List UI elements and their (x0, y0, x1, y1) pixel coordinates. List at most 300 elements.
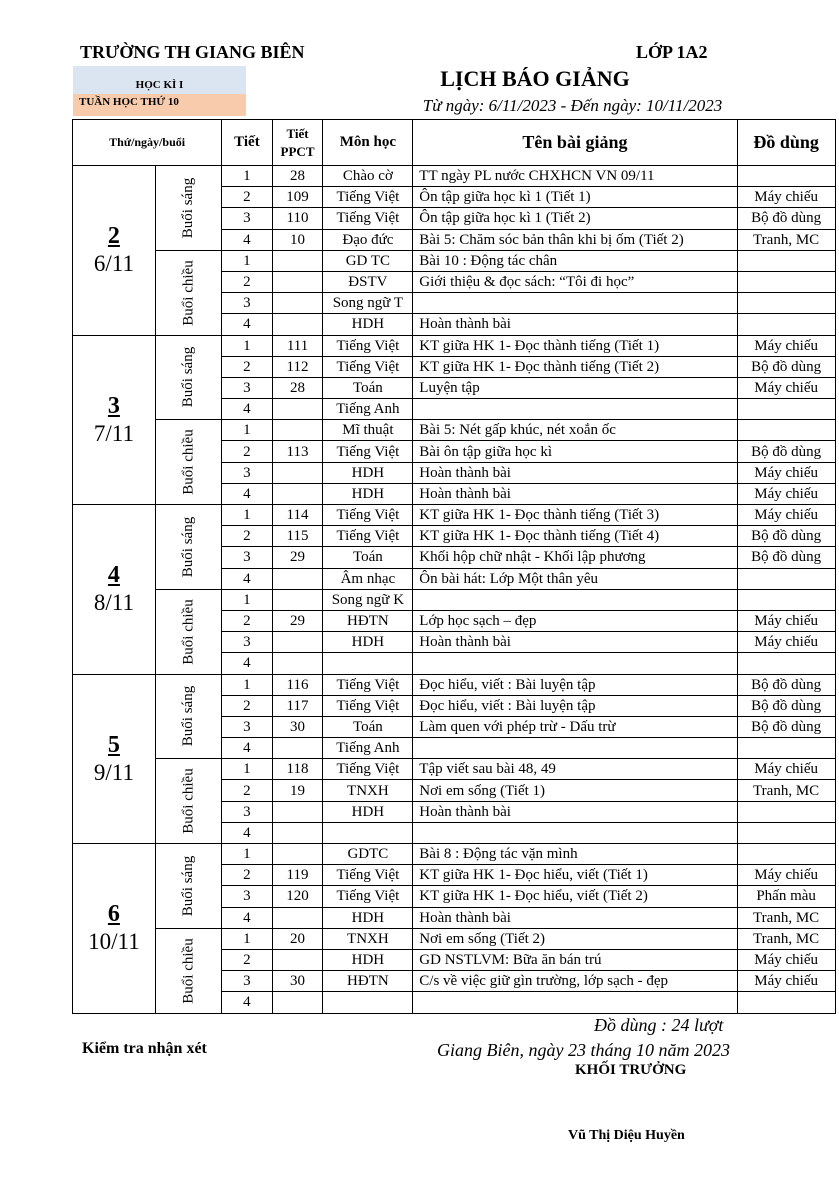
spacer-cell (835, 822, 839, 843)
ppct-cell (272, 399, 323, 420)
lesson-cell: KT giữa HK 1- Đọc thành tiếng (Tiết 3) (413, 505, 737, 526)
spacer-cell (835, 716, 839, 737)
equipment-cell (737, 399, 835, 420)
period-cell: 1 (222, 928, 272, 949)
period-cell: 4 (222, 907, 272, 928)
ppct-cell: 115 (272, 526, 323, 547)
subject-cell: Tiếng Việt (323, 505, 413, 526)
period-cell: 3 (222, 632, 272, 653)
subject-cell: Tiếng Việt (323, 441, 413, 462)
ppct-cell: 114 (272, 505, 323, 526)
lesson-cell: Hoàn thành bài (413, 483, 737, 504)
spacer-cell (835, 759, 839, 780)
table-row (73, 928, 839, 949)
equipment-cell: Máy chiếu (737, 462, 835, 483)
lesson-cell: Bài 10 : Động tác chân (413, 250, 737, 271)
spacer-cell (835, 632, 839, 653)
ppct-cell: 29 (272, 610, 323, 631)
spacer-cell (835, 695, 839, 716)
spacer-cell (835, 356, 839, 377)
lesson-cell: KT giữa HK 1- Đọc hiểu, viết (Tiết 2) (413, 886, 737, 907)
lesson-cell: TT ngày PL nước CHXHCN VN 09/11 (413, 166, 737, 187)
ppct-cell (272, 632, 323, 653)
spacer-cell (835, 377, 839, 398)
subject-cell: Âm nhạc (323, 568, 413, 589)
period-cell: 2 (222, 610, 272, 631)
header-mon: Môn học (323, 120, 413, 166)
equipment-cell (737, 166, 835, 187)
lesson-cell: Luyện tập (413, 377, 737, 398)
day-cell (73, 674, 156, 844)
schedule-table (72, 119, 839, 1014)
lesson-cell: Đọc hiểu, viết : Bài luyện tập (413, 674, 737, 695)
period-cell: 3 (222, 547, 272, 568)
spacer-cell (835, 928, 839, 949)
equipment-cell: Phấn màu (737, 886, 835, 907)
ppct-cell (272, 293, 323, 314)
lesson-cell: KT giữa HK 1- Đọc thành tiếng (Tiết 1) (413, 335, 737, 356)
spacer-cell (835, 505, 839, 526)
header-ppct-line2: PPCT (280, 143, 315, 159)
session-cell (155, 250, 221, 335)
period-cell: 2 (222, 949, 272, 970)
subject-cell: Tiếng Anh (323, 399, 413, 420)
ppct-cell: 110 (272, 208, 323, 229)
ppct-cell: 116 (272, 674, 323, 695)
period-cell: 4 (222, 568, 272, 589)
lesson-cell: Bài ôn tập giữa học kì (413, 441, 737, 462)
lesson-cell: Ôn bài hát: Lớp Một thân yêu (413, 568, 737, 589)
subject-cell: GD TC (323, 250, 413, 271)
equipment-cell: Máy chiếu (737, 949, 835, 970)
lesson-cell: KT giữa HK 1- Đọc thành tiếng (Tiết 4) (413, 526, 737, 547)
equipment-cell: Máy chiếu (737, 865, 835, 886)
header-dodung: Đồ dùng (737, 120, 835, 166)
period-cell: 1 (222, 420, 272, 441)
period-cell: 2 (222, 356, 272, 377)
period-cell: 3 (222, 716, 272, 737)
session-cell (155, 335, 221, 420)
period-cell: 2 (222, 780, 272, 801)
spacer-cell (835, 526, 839, 547)
ppct-cell: 119 (272, 865, 323, 886)
ppct-cell: 112 (272, 356, 323, 377)
lesson-cell: Nơi em sống (Tiết 2) (413, 928, 737, 949)
period-cell: 3 (222, 377, 272, 398)
period-cell: 4 (222, 483, 272, 504)
table-row (73, 759, 839, 780)
ppct-cell (272, 483, 323, 504)
period-cell: 1 (222, 166, 272, 187)
session-cell (155, 505, 221, 590)
ppct-cell: 120 (272, 886, 323, 907)
subject-cell: HĐTN (323, 610, 413, 631)
page-title: LỊCH BÁO GIẢNG (440, 66, 630, 91)
period-cell: 4 (222, 399, 272, 420)
equipment-cell: Bộ đồ dùng (737, 526, 835, 547)
schedule-body (73, 166, 839, 1014)
signer-name: Vũ Thị Diệu Huyền (568, 1128, 685, 1143)
session-cell (155, 674, 221, 759)
spacer-cell (835, 865, 839, 886)
lesson-cell: Bài 8 : Động tác vặn mình (413, 844, 737, 865)
lesson-cell: Khối hộp chữ nhật - Khối lập phương (413, 547, 737, 568)
lesson-cell (413, 738, 737, 759)
signer-role: KHỐI TRƯỞNG (575, 1062, 687, 1078)
lesson-cell: KT giữa HK 1- Đọc thành tiếng (Tiết 2) (413, 356, 737, 377)
school-name: TRƯỜNG TH GIANG BIÊN (80, 42, 305, 62)
day-date: 10/11 (88, 929, 140, 955)
equipment-cell (737, 822, 835, 843)
spacer-cell (835, 441, 839, 462)
session-label: Buổi chiều (180, 768, 197, 834)
header-day: Thứ/ngày/buổi (73, 120, 222, 166)
session-cell (155, 928, 221, 1013)
equipment-cell: Bộ đồ dùng (737, 547, 835, 568)
subject-cell: Song ngữ K (323, 589, 413, 610)
period-cell: 3 (222, 801, 272, 822)
date-range: Từ ngày: 6/11/2023 - Đến ngày: 10/11/2023 (422, 96, 723, 115)
session-cell (155, 759, 221, 844)
header-bai: Tên bài giảng (413, 120, 737, 166)
ppct-cell (272, 420, 323, 441)
subject-cell: HDH (323, 801, 413, 822)
period-cell: 4 (222, 738, 272, 759)
lesson-cell: Giới thiệu & đọc sách: “Tôi đi học” (413, 271, 737, 292)
ppct-cell: 20 (272, 928, 323, 949)
subject-cell: HĐTN (323, 971, 413, 992)
lesson-cell: Bài 5: Chăm sóc bản thân khi bị ốm (Tiết 2) (413, 229, 737, 250)
ppct-cell: 29 (272, 547, 323, 568)
week-label: TUẦN HỌC THỨ 10 (73, 94, 246, 116)
table-row (73, 589, 839, 610)
ppct-cell: 30 (272, 971, 323, 992)
spacer-cell (835, 907, 839, 928)
equipment-cell: Máy chiếu (737, 505, 835, 526)
equipment-cell (737, 250, 835, 271)
subject-cell: Tiếng Việt (323, 695, 413, 716)
period-cell: 2 (222, 526, 272, 547)
subject-cell: Tiếng Việt (323, 208, 413, 229)
equipment-cell (737, 844, 835, 865)
equipment-cell (737, 801, 835, 822)
lesson-cell: C/s về việc giữ gìn trường, lớp sạch - đẹp (413, 971, 737, 992)
period-cell: 2 (222, 865, 272, 886)
subject-cell: HDH (323, 632, 413, 653)
equipment-cell: Bộ đồ dùng (737, 356, 835, 377)
table-header-row (73, 120, 839, 166)
period-cell: 2 (222, 271, 272, 292)
session-label: Buổi sáng (180, 855, 197, 917)
session-label: Buổi chiều (180, 598, 197, 665)
spacer-cell (835, 971, 839, 992)
period-cell: 2 (222, 441, 272, 462)
period-cell: 4 (222, 229, 272, 250)
lesson-cell: Bài 5: Nét gấp khúc, nét xoắn ốc (413, 420, 737, 441)
equipment-cell (737, 992, 835, 1013)
ppct-cell (272, 462, 323, 483)
lesson-cell: Đọc hiểu, viết : Bài luyện tập (413, 695, 737, 716)
equipment-cell: Tranh, MC (737, 229, 835, 250)
spacer-cell (835, 738, 839, 759)
equipment-cell: Tranh, MC (737, 780, 835, 801)
equipment-cell: Máy chiếu (737, 632, 835, 653)
ppct-cell: 10 (272, 229, 323, 250)
lesson-cell: Hoàn thành bài (413, 907, 737, 928)
day-date: 7/11 (93, 420, 134, 446)
table-row (73, 335, 839, 356)
period-cell: 3 (222, 971, 272, 992)
equipment-cell: Tranh, MC (737, 928, 835, 949)
spacer-cell (835, 250, 839, 271)
day-date: 9/11 (93, 759, 134, 785)
spacer-cell (835, 886, 839, 907)
ppct-cell: 28 (272, 377, 323, 398)
spacer-cell (835, 187, 839, 208)
subject-cell: Song ngữ T (323, 293, 413, 314)
subject-cell: Chào cờ (323, 166, 413, 187)
lesson-cell: Làm quen với phép trừ - Dấu trừ (413, 716, 737, 737)
spacer-cell (835, 293, 839, 314)
ppct-cell (272, 738, 323, 759)
lesson-cell: Ôn tập giữa học kì 1 (Tiết 1) (413, 187, 737, 208)
review-label: Kiểm tra nhận xét (82, 1040, 207, 1057)
day-number: 2 (107, 223, 120, 250)
session-cell (155, 844, 221, 929)
spacer-cell (835, 462, 839, 483)
subject-cell: Tiếng Việt (323, 187, 413, 208)
lesson-cell: Hoàn thành bài (413, 314, 737, 335)
ppct-cell (272, 589, 323, 610)
session-label: Buổi sáng (180, 177, 197, 239)
session-label: Buổi chiều (180, 429, 197, 495)
spacer-cell (835, 949, 839, 970)
ppct-cell (272, 801, 323, 822)
period-cell: 4 (222, 653, 272, 674)
lesson-cell (413, 399, 737, 420)
subject-cell: Tiếng Việt (323, 865, 413, 886)
ppct-cell (272, 250, 323, 271)
day-number: 4 (107, 562, 120, 589)
ppct-cell (272, 822, 323, 843)
equipment-cell (737, 314, 835, 335)
equipment-cell (737, 589, 835, 610)
lesson-cell: Hoàn thành bài (413, 632, 737, 653)
table-row (73, 674, 839, 695)
table-row (73, 844, 839, 865)
ppct-cell (272, 949, 323, 970)
ppct-cell: 113 (272, 441, 323, 462)
equipment-cell: Bộ đồ dùng (737, 716, 835, 737)
spacer-cell (835, 653, 839, 674)
session-label: Buổi chiều (180, 937, 197, 1004)
lesson-cell (413, 653, 737, 674)
ppct-cell (272, 907, 323, 928)
period-cell: 4 (222, 314, 272, 335)
subject-cell: HDH (323, 949, 413, 970)
subject-cell: Toán (323, 716, 413, 737)
ppct-cell: 30 (272, 716, 323, 737)
subject-cell: Tiếng Anh (323, 738, 413, 759)
ppct-cell (272, 992, 323, 1013)
equipment-cell: Máy chiếu (737, 971, 835, 992)
ppct-cell (272, 271, 323, 292)
spacer-cell (835, 780, 839, 801)
equipment-cell: Tranh, MC (737, 907, 835, 928)
subject-cell: Tiếng Việt (323, 759, 413, 780)
header-spacer (835, 120, 839, 166)
equipment-cell: Bộ đồ dùng (737, 695, 835, 716)
spacer-cell (835, 166, 839, 187)
subject-cell: TNXH (323, 780, 413, 801)
term-box (73, 66, 246, 116)
equipment-cell (737, 293, 835, 314)
lesson-cell: Lớp học sạch – đẹp (413, 610, 737, 631)
day-number: 6 (107, 901, 120, 928)
session-label: Buổi chiều (180, 259, 197, 326)
ppct-cell: 118 (272, 759, 323, 780)
spacer-cell (835, 610, 839, 631)
table-row (73, 505, 839, 526)
equipment-cell: Máy chiếu (737, 759, 835, 780)
spacer-cell (835, 992, 839, 1013)
period-cell: 1 (222, 589, 272, 610)
subject-cell: Toán (323, 547, 413, 568)
table-row (73, 420, 839, 441)
equipment-cell (737, 420, 835, 441)
subject-cell: GDTC (323, 844, 413, 865)
period-cell: 4 (222, 992, 272, 1013)
subject-cell: HDH (323, 462, 413, 483)
day-date: 8/11 (93, 590, 134, 616)
equipment-cell: Máy chiếu (737, 610, 835, 631)
period-cell: 3 (222, 462, 272, 483)
period-cell: 2 (222, 695, 272, 716)
subject-cell (323, 653, 413, 674)
ppct-cell (272, 568, 323, 589)
subject-cell: Tiếng Việt (323, 886, 413, 907)
subject-cell: Mĩ thuật (323, 420, 413, 441)
term-label: HỌC KÌ I (73, 66, 246, 94)
spacer-cell (835, 314, 839, 335)
spacer-cell (835, 420, 839, 441)
subject-cell (323, 992, 413, 1013)
equipment-cell: Máy chiếu (737, 187, 835, 208)
spacer-cell (835, 208, 839, 229)
day-cell (73, 844, 156, 1014)
session-cell (155, 166, 221, 251)
subject-cell (323, 822, 413, 843)
subject-cell: ĐSTV (323, 271, 413, 292)
subject-cell: HDH (323, 314, 413, 335)
equipment-cell: Bộ đồ dùng (737, 674, 835, 695)
period-cell: 3 (222, 293, 272, 314)
subject-cell: HDH (323, 907, 413, 928)
header-tiet: Tiết (222, 120, 272, 166)
day-cell (73, 335, 156, 505)
equipment-cell (737, 738, 835, 759)
equipment-cell: Bộ đồ dùng (737, 208, 835, 229)
lesson-cell (413, 992, 737, 1013)
period-cell: 2 (222, 187, 272, 208)
period-cell: 3 (222, 208, 272, 229)
subject-cell: Toán (323, 377, 413, 398)
lesson-cell: Hoàn thành bài (413, 462, 737, 483)
day-number: 3 (107, 392, 120, 419)
table-row (73, 250, 839, 271)
equipment-total: Đồ dùng : 24 lượt (594, 1015, 724, 1035)
table-row (73, 166, 839, 187)
ppct-cell (272, 314, 323, 335)
lesson-cell (413, 589, 737, 610)
ppct-cell (272, 844, 323, 865)
equipment-cell (737, 653, 835, 674)
spacer-cell (835, 399, 839, 420)
equipment-cell: Máy chiếu (737, 335, 835, 356)
ppct-cell: 111 (272, 335, 323, 356)
day-number: 5 (107, 731, 120, 758)
lesson-cell: KT giữa HK 1- Đọc hiểu, viết (Tiết 1) (413, 865, 737, 886)
equipment-cell: Máy chiếu (737, 377, 835, 398)
period-cell: 4 (222, 822, 272, 843)
lesson-cell: GD NSTLVM: Bữa ăn bán trú (413, 949, 737, 970)
ppct-cell: 28 (272, 166, 323, 187)
ppct-cell: 109 (272, 187, 323, 208)
equipment-cell: Máy chiếu (737, 483, 835, 504)
session-cell (155, 420, 221, 505)
header-ppct-line1: Tiết (286, 125, 309, 141)
equipment-cell (737, 271, 835, 292)
class-name: LỚP 1A2 (636, 42, 708, 62)
lesson-cell: Nơi em sống (Tiết 1) (413, 780, 737, 801)
lesson-cell (413, 293, 737, 314)
ppct-cell: 19 (272, 780, 323, 801)
equipment-cell: Bộ đồ dùng (737, 441, 835, 462)
period-cell: 1 (222, 759, 272, 780)
equipment-cell (737, 568, 835, 589)
subject-cell: Đạo đức (323, 229, 413, 250)
period-cell: 1 (222, 844, 272, 865)
period-cell: 3 (222, 886, 272, 907)
spacer-cell (835, 589, 839, 610)
spacer-cell (835, 801, 839, 822)
spacer-cell (835, 547, 839, 568)
spacer-cell (835, 335, 839, 356)
lesson-cell: Ôn tập giữa học kì 1 (Tiết 2) (413, 208, 737, 229)
spacer-cell (835, 271, 839, 292)
lesson-cell: Tập viết sau bài 48, 49 (413, 759, 737, 780)
period-cell: 1 (222, 250, 272, 271)
spacer-cell (835, 674, 839, 695)
ppct-cell (272, 653, 323, 674)
session-label: Buổi sáng (180, 347, 197, 408)
session-label: Buổi sáng (180, 686, 197, 747)
session-label: Buổi sáng (180, 516, 197, 578)
spacer-cell (835, 844, 839, 865)
period-cell: 1 (222, 674, 272, 695)
subject-cell: Tiếng Việt (323, 674, 413, 695)
spacer-cell (835, 568, 839, 589)
subject-cell: Tiếng Việt (323, 356, 413, 377)
place-date: Giang Biên, ngày 23 tháng 10 năm 2023 (437, 1040, 730, 1060)
day-date: 6/11 (93, 251, 134, 277)
subject-cell: Tiếng Việt (323, 335, 413, 356)
lesson-cell: Hoàn thành bài (413, 801, 737, 822)
spacer-cell (835, 229, 839, 250)
session-cell (155, 589, 221, 674)
spacer-cell (835, 483, 839, 504)
period-cell: 1 (222, 335, 272, 356)
